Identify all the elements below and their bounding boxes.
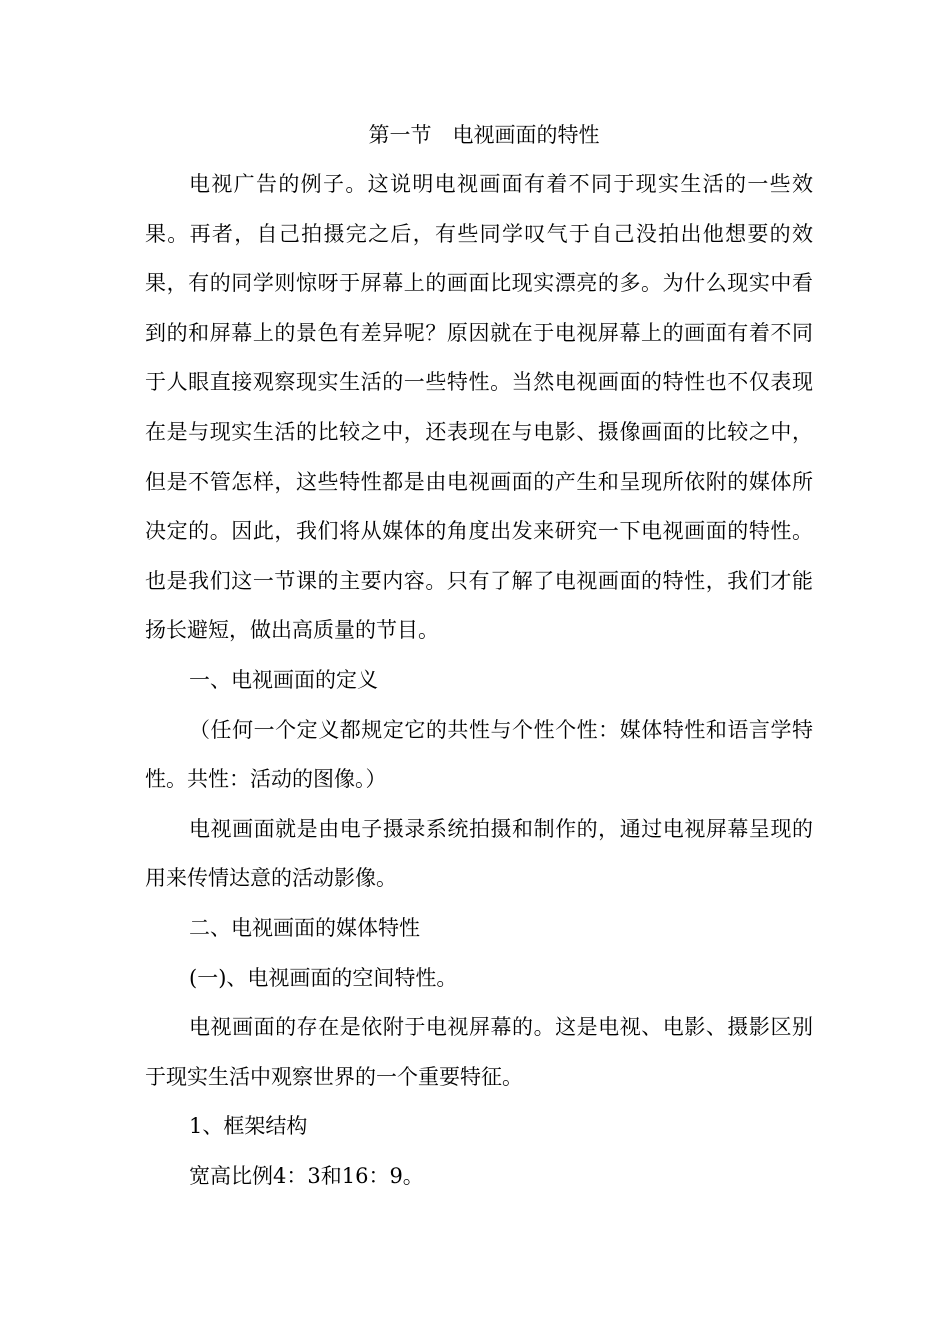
heading-definition: 一、电视画面的定义 <box>189 667 378 692</box>
body-paragraph-spatial: 电视画面的存在是依附于电视屏幕的。这是电视、电影、摄影区别于现实生活中观察世界的一个重要特征。 <box>145 1015 813 1089</box>
document-page <box>145 110 813 1201</box>
section-title: 第一节 电视画面的特性 <box>368 123 600 147</box>
body-paragraph-definition-note: （任何一个定义都规定它的共性与个性个性：媒体特性和语言学特性。共性：活动的图像。） <box>145 717 813 792</box>
heading-frame-structure: 1、框架结构 <box>189 1114 308 1139</box>
body-paragraph-intro: 电视广告的例子。这说明电视画面有着不同于现实生活的一些效果。再者，自己拍摄完之后，有些同学叹气于自己没拍出他想要的效果，有的同学则惊呀于屏幕上的画面比现实漂亮的多。为什么现实中看到的和屏幕上的景色有差异呢？原因就在于电视屏幕上的画面有着不同于人眼直接观察现实生活的一些特性。当然电视画面的特性也不仅表现在是与现实生活的比较之中，还表现在与电影、摄像画面的比较之中，但是不管怎样，这些特性都是由电视画面的产生和呈现所依附的媒体所决定的。因此，我们将从媒体的角度出发来研究一下电视画面的特性。也是我们这一节课的主要内容。只有了解了电视画面的特性，我们才能扬长避短，做出高质量的节目。 <box>145 172 813 643</box>
heading-media-characteristics: 二、电视画面的媒体特性 <box>189 915 420 940</box>
body-paragraph-definition: 电视画面就是由电子摄录系统拍摄和制作的，通过电视屏幕呈现的用来传情达意的活动影像。 <box>145 816 813 891</box>
heading-spatial-characteristics: (一)、电视画面的空间特性。 <box>189 965 458 990</box>
body-aspect-ratio: 宽高比例4：3和16：9。 <box>189 1163 424 1188</box>
